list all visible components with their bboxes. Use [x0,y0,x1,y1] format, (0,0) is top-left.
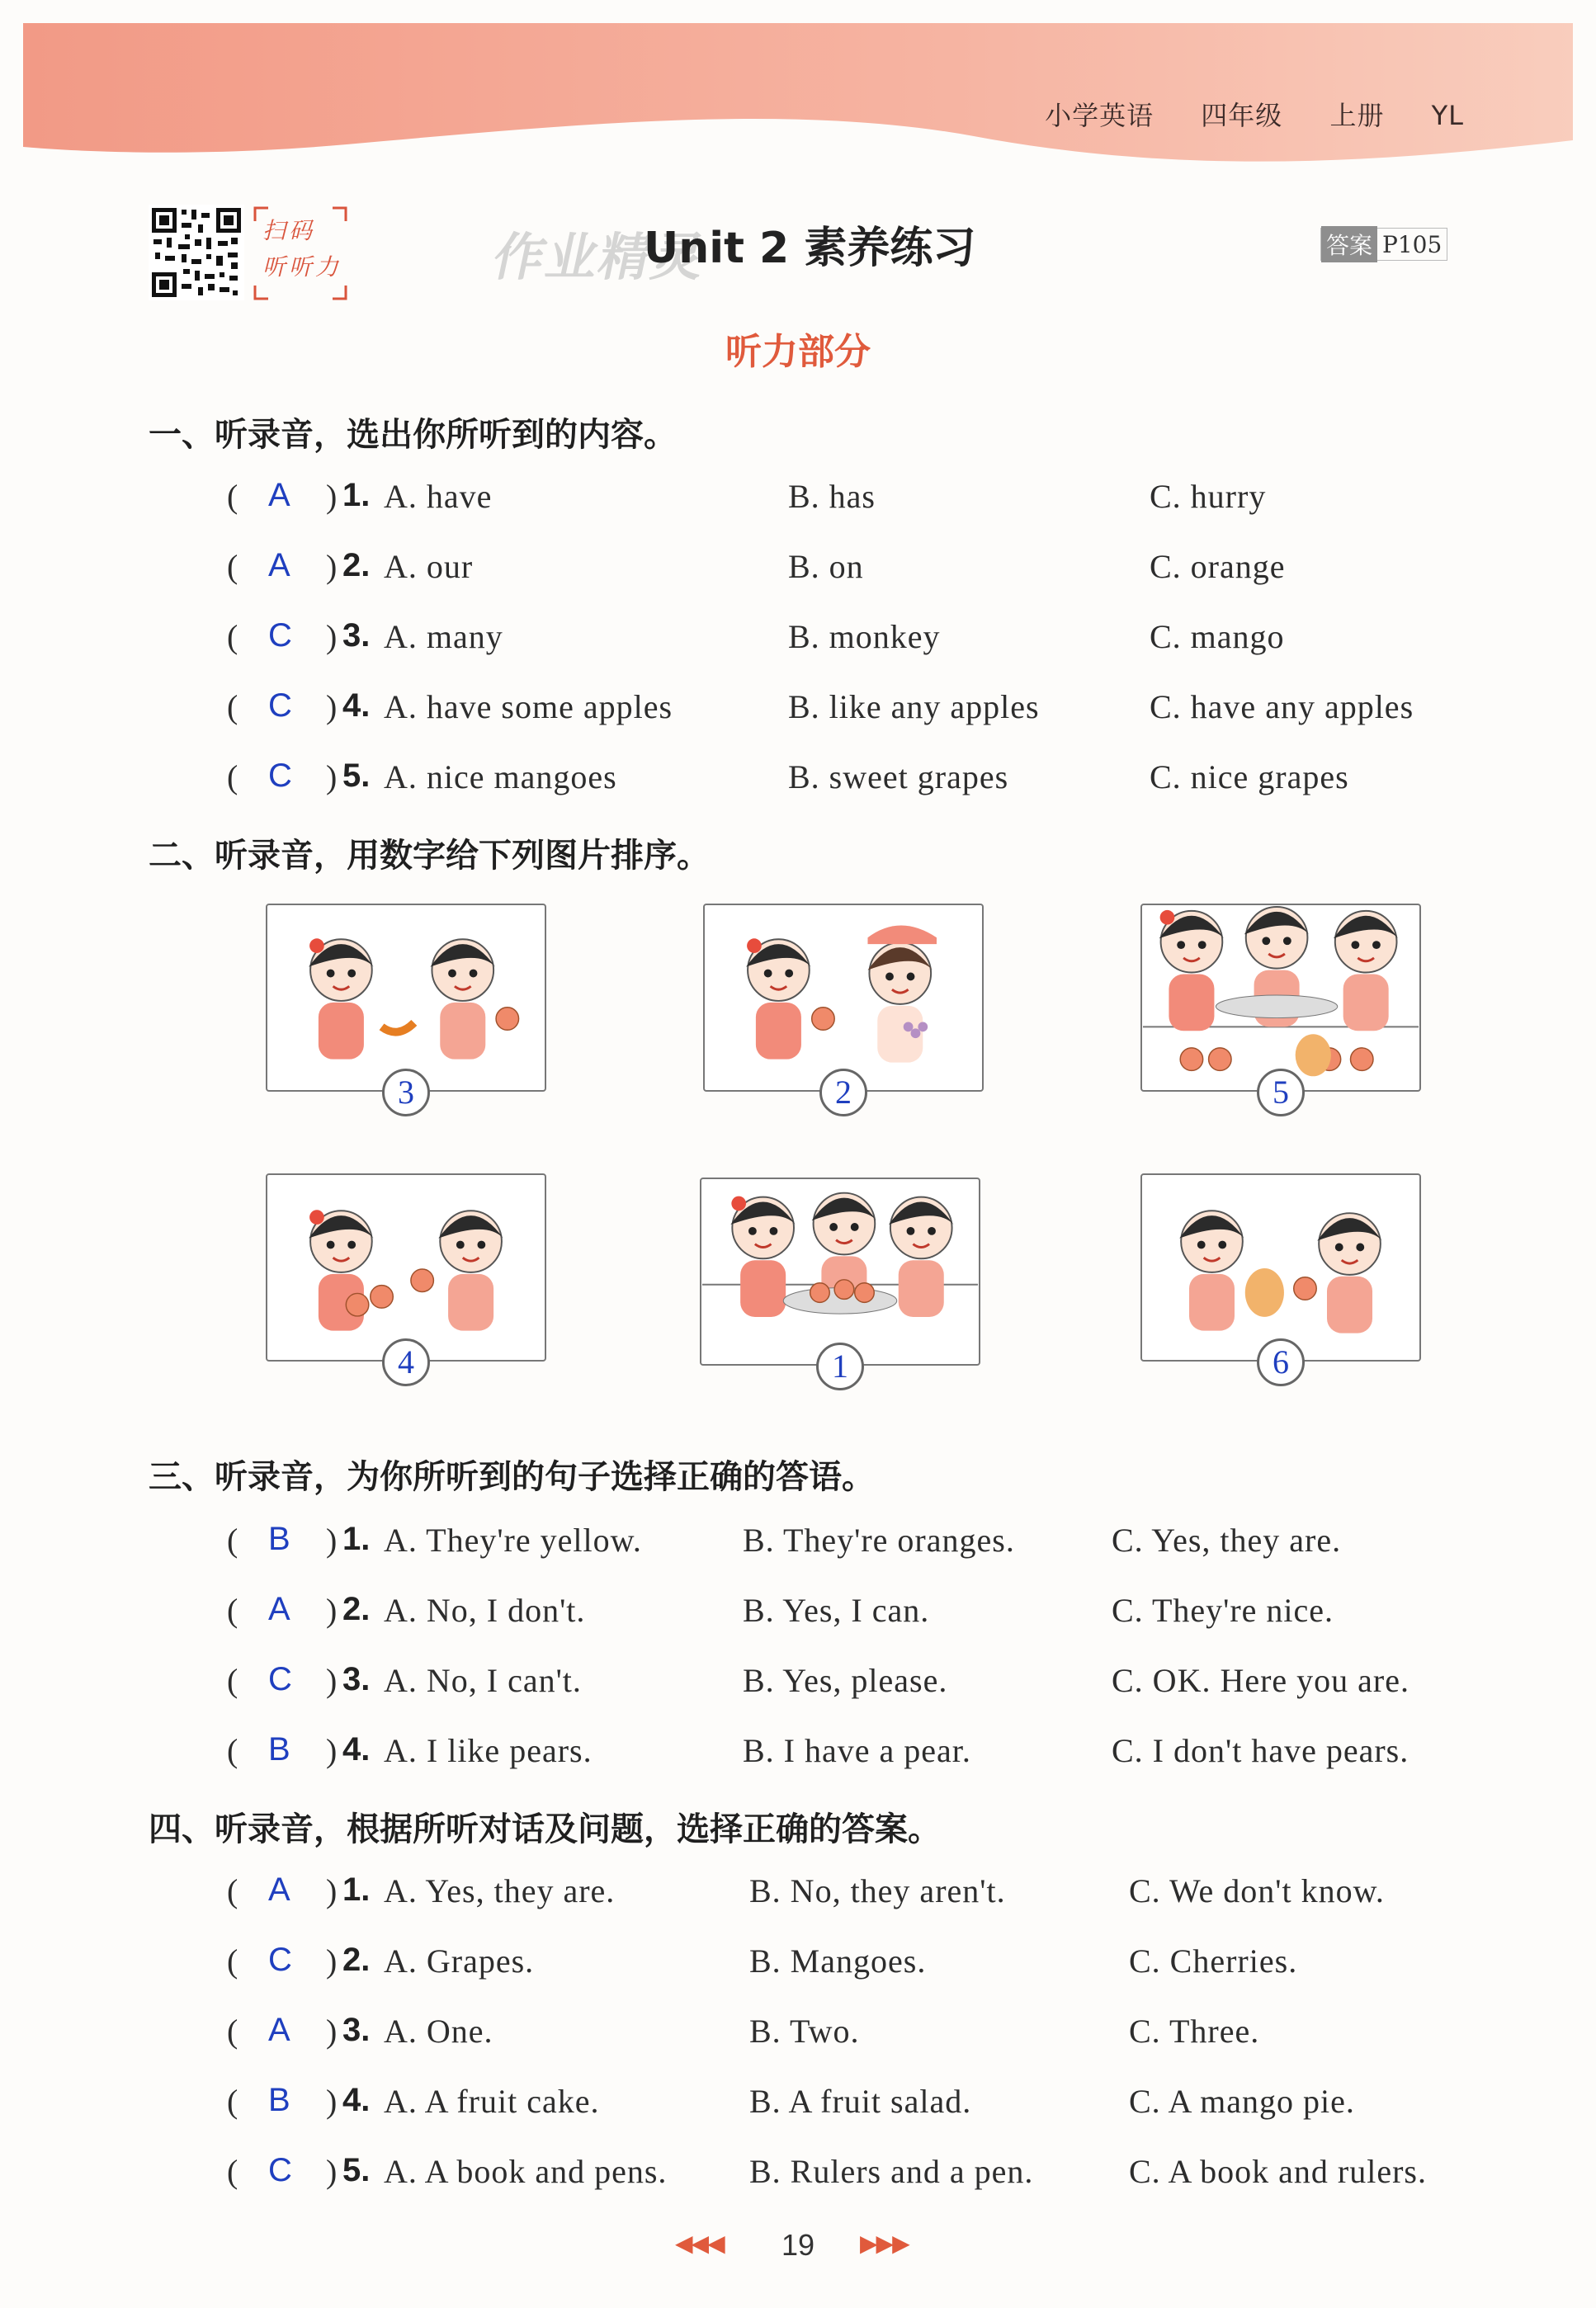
question-number: 2. [342,1942,371,1978]
question-number: 5. [342,2152,371,2188]
next-arrows-icon: ▶▶▶ [860,2230,909,2257]
answer-choice[interactable]: C [268,1942,292,1978]
option-b: B. sweet grapes [788,758,1009,795]
picture-three-kids-bowl [700,1178,980,1366]
option-b: B. like any apples [788,688,1040,725]
prev-arrows-icon: ◀◀◀ [675,2230,724,2257]
q1-row [227,477,1514,523]
option-c: C. A mango pie. [1129,2083,1355,2120]
q1-row [227,758,1514,804]
answer-choice[interactable]: C [268,758,292,794]
option-b: B. Mangoes. [749,1942,927,1980]
open-paren: ( [227,2013,238,2050]
volume-tag: 上册 [1329,100,1385,131]
q1-row [227,617,1514,663]
order-number[interactable]: 1 [816,1343,864,1390]
question-number: 3. [342,1661,371,1697]
option-c: C. Cherries. [1129,1942,1298,1980]
option-b: B. A fruit salad. [749,2083,972,2120]
option-b: B. on [788,548,864,585]
scan-label [262,213,345,286]
open-paren: ( [227,1942,238,1980]
option-a: A. have [384,478,493,515]
option-a: A. No, I don't. [384,1592,586,1629]
close-paren: ) [326,548,338,585]
subject-tag: 小学英语 [1045,100,1155,131]
open-paren: ( [227,1662,238,1699]
open-paren: ( [227,688,238,725]
picture-girl-boy-apples [266,1173,546,1362]
option-c: C. A book and rulers. [1129,2153,1427,2190]
answer-choice[interactable]: B [268,1731,290,1768]
q2-heading: 二、听录音，用数字给下列图片排序。 [149,837,710,875]
answer-choice[interactable]: A [268,1871,290,1908]
qr-code[interactable] [149,205,244,300]
question-number: 3. [342,2012,371,2048]
answer-choice[interactable]: A [268,2012,290,2048]
q4-row [227,1942,1514,1988]
option-a: A. nice mangoes [384,758,617,795]
option-c: C. Three. [1129,2013,1260,2050]
option-a: A. Yes, they are. [384,1872,616,1909]
question-number: 2. [342,547,371,583]
option-a: A. They're yellow. [384,1522,642,1559]
question-number: 1. [342,1871,371,1908]
scan-label-line2: 听听力 [262,253,342,281]
answer-choice[interactable]: A [268,477,290,513]
illustration [701,1179,979,1364]
question-number: 1. [342,477,371,513]
close-paren: ) [326,1522,338,1559]
picture-three-kids-table [1140,904,1421,1092]
option-c: C. nice grapes [1150,758,1349,795]
option-a: A. No, I can't. [384,1662,582,1699]
question-number: 4. [342,2082,371,2118]
option-a: A. have some apples [384,688,673,725]
q1-row [227,547,1514,593]
option-b: B. has [788,478,876,515]
open-paren: ( [227,2083,238,2120]
close-paren: ) [326,1942,338,1980]
close-paren: ) [326,1872,338,1909]
grade-tag: 四年级 [1201,100,1283,131]
open-paren: ( [227,1872,238,1909]
open-paren: ( [227,548,238,585]
illustration [1142,1175,1419,1360]
order-number[interactable]: 3 [382,1069,430,1116]
close-paren: ) [326,1662,338,1699]
option-c: C. orange [1150,548,1286,585]
option-a: A. A fruit cake. [384,2083,600,2120]
q4-row [227,1871,1514,1918]
option-b: B. Rulers and a pen. [749,2153,1034,2190]
illustration [705,905,982,1090]
illustration [267,1175,545,1360]
section-title: 听力部分 [725,331,871,373]
option-c: C. We don't know. [1129,1872,1385,1909]
option-b: B. Two. [749,2013,860,2050]
option-b: B. monkey [788,618,941,655]
option-a: A. Grapes. [384,1942,535,1980]
q1-heading: 一、听录音，选出你所听到的内容。 [149,416,677,454]
order-number[interactable]: 5 [1257,1069,1305,1116]
option-b: B. Yes, please. [743,1662,948,1699]
option-a: A. I like pears. [384,1732,593,1769]
open-paren: ( [227,1592,238,1629]
header-tags [1022,95,1464,133]
option-a: A. One. [384,2013,493,2050]
close-paren: ) [326,618,338,655]
close-paren: ) [326,2153,338,2190]
option-c: C. They're nice. [1112,1592,1334,1629]
close-paren: ) [326,1592,338,1629]
close-paren: ) [326,2083,338,2120]
option-b: B. They're oranges. [743,1522,1015,1559]
page-title: Unit 2 素养练习 [644,224,976,273]
answer-choice[interactable]: B [268,2082,290,2118]
illustration [267,905,545,1090]
question-number: 4. [342,1731,371,1768]
open-paren: ( [227,1522,238,1559]
order-number[interactable]: 4 [382,1338,430,1386]
q3-heading: 三、听录音，为你所听到的句子选择正确的答语。 [149,1458,875,1496]
close-paren: ) [326,478,338,515]
option-a: A. our [384,548,474,585]
open-paren: ( [227,758,238,795]
answer-choice[interactable]: C [268,2152,292,2188]
option-a: A. many [384,618,503,655]
watermark: 作业精灵 [488,227,712,287]
option-c: C. I don't have pears. [1112,1732,1409,1769]
question-number: 4. [342,687,371,724]
order-number[interactable]: 6 [1257,1338,1305,1386]
open-paren: ( [227,618,238,655]
q4-row [227,2152,1514,2198]
answer-choice[interactable]: C [268,1661,292,1697]
q4-heading: 四、听录音，根据所听对话及问题，选择正确的答案。 [149,1810,941,1848]
q3-row [227,1591,1514,1637]
option-c: C. OK. Here you are. [1112,1662,1409,1699]
edition-tag: YL [1431,100,1464,131]
picture-girl-girl-grapes [703,904,984,1092]
answer-choice[interactable]: A [268,1591,290,1627]
close-paren: ) [326,758,338,795]
close-paren: ) [326,1732,338,1769]
question-number: 2. [342,1591,371,1627]
answer-choice[interactable]: B [268,1521,290,1557]
scan-label-line1: 扫码 [262,217,316,244]
open-paren: ( [227,478,238,515]
answer-choice[interactable]: C [268,687,292,724]
question-number: 1. [342,1521,371,1557]
answer-badge-label: 答案 [1321,226,1377,262]
open-paren: ( [227,2153,238,2190]
option-c: C. have any apples [1150,688,1414,725]
option-c: C. mango [1150,618,1285,655]
q4-row [227,2012,1514,2058]
close-paren: ) [326,688,338,725]
option-c: C. Yes, they are. [1112,1522,1342,1559]
open-paren: ( [227,1732,238,1769]
picture-girl-boy-fruit [266,904,546,1092]
question-number: 5. [342,758,371,794]
option-b: B. Yes, I can. [743,1592,930,1629]
q3-row [227,1731,1514,1777]
q1-row [227,687,1514,734]
option-b: B. I have a pear. [743,1732,971,1769]
page-number: 19 [781,2228,815,2262]
option-a: A. A book and pens. [384,2153,668,2190]
option-c: C. hurry [1150,478,1267,515]
close-paren: ) [326,2013,338,2050]
answer-choice[interactable]: C [268,617,292,654]
q3-row [227,1521,1514,1567]
option-b: B. No, they aren't. [749,1872,1006,1909]
order-number[interactable]: 2 [819,1069,867,1116]
answer-choice[interactable]: A [268,547,290,583]
answer-badge [1320,228,1447,261]
question-number: 3. [342,617,371,654]
illustration [1142,905,1419,1090]
q3-row [227,1661,1514,1707]
answer-badge-page: P105 [1382,230,1443,258]
picture-two-boys-pineapple [1140,1173,1421,1362]
q4-row [227,2082,1514,2128]
